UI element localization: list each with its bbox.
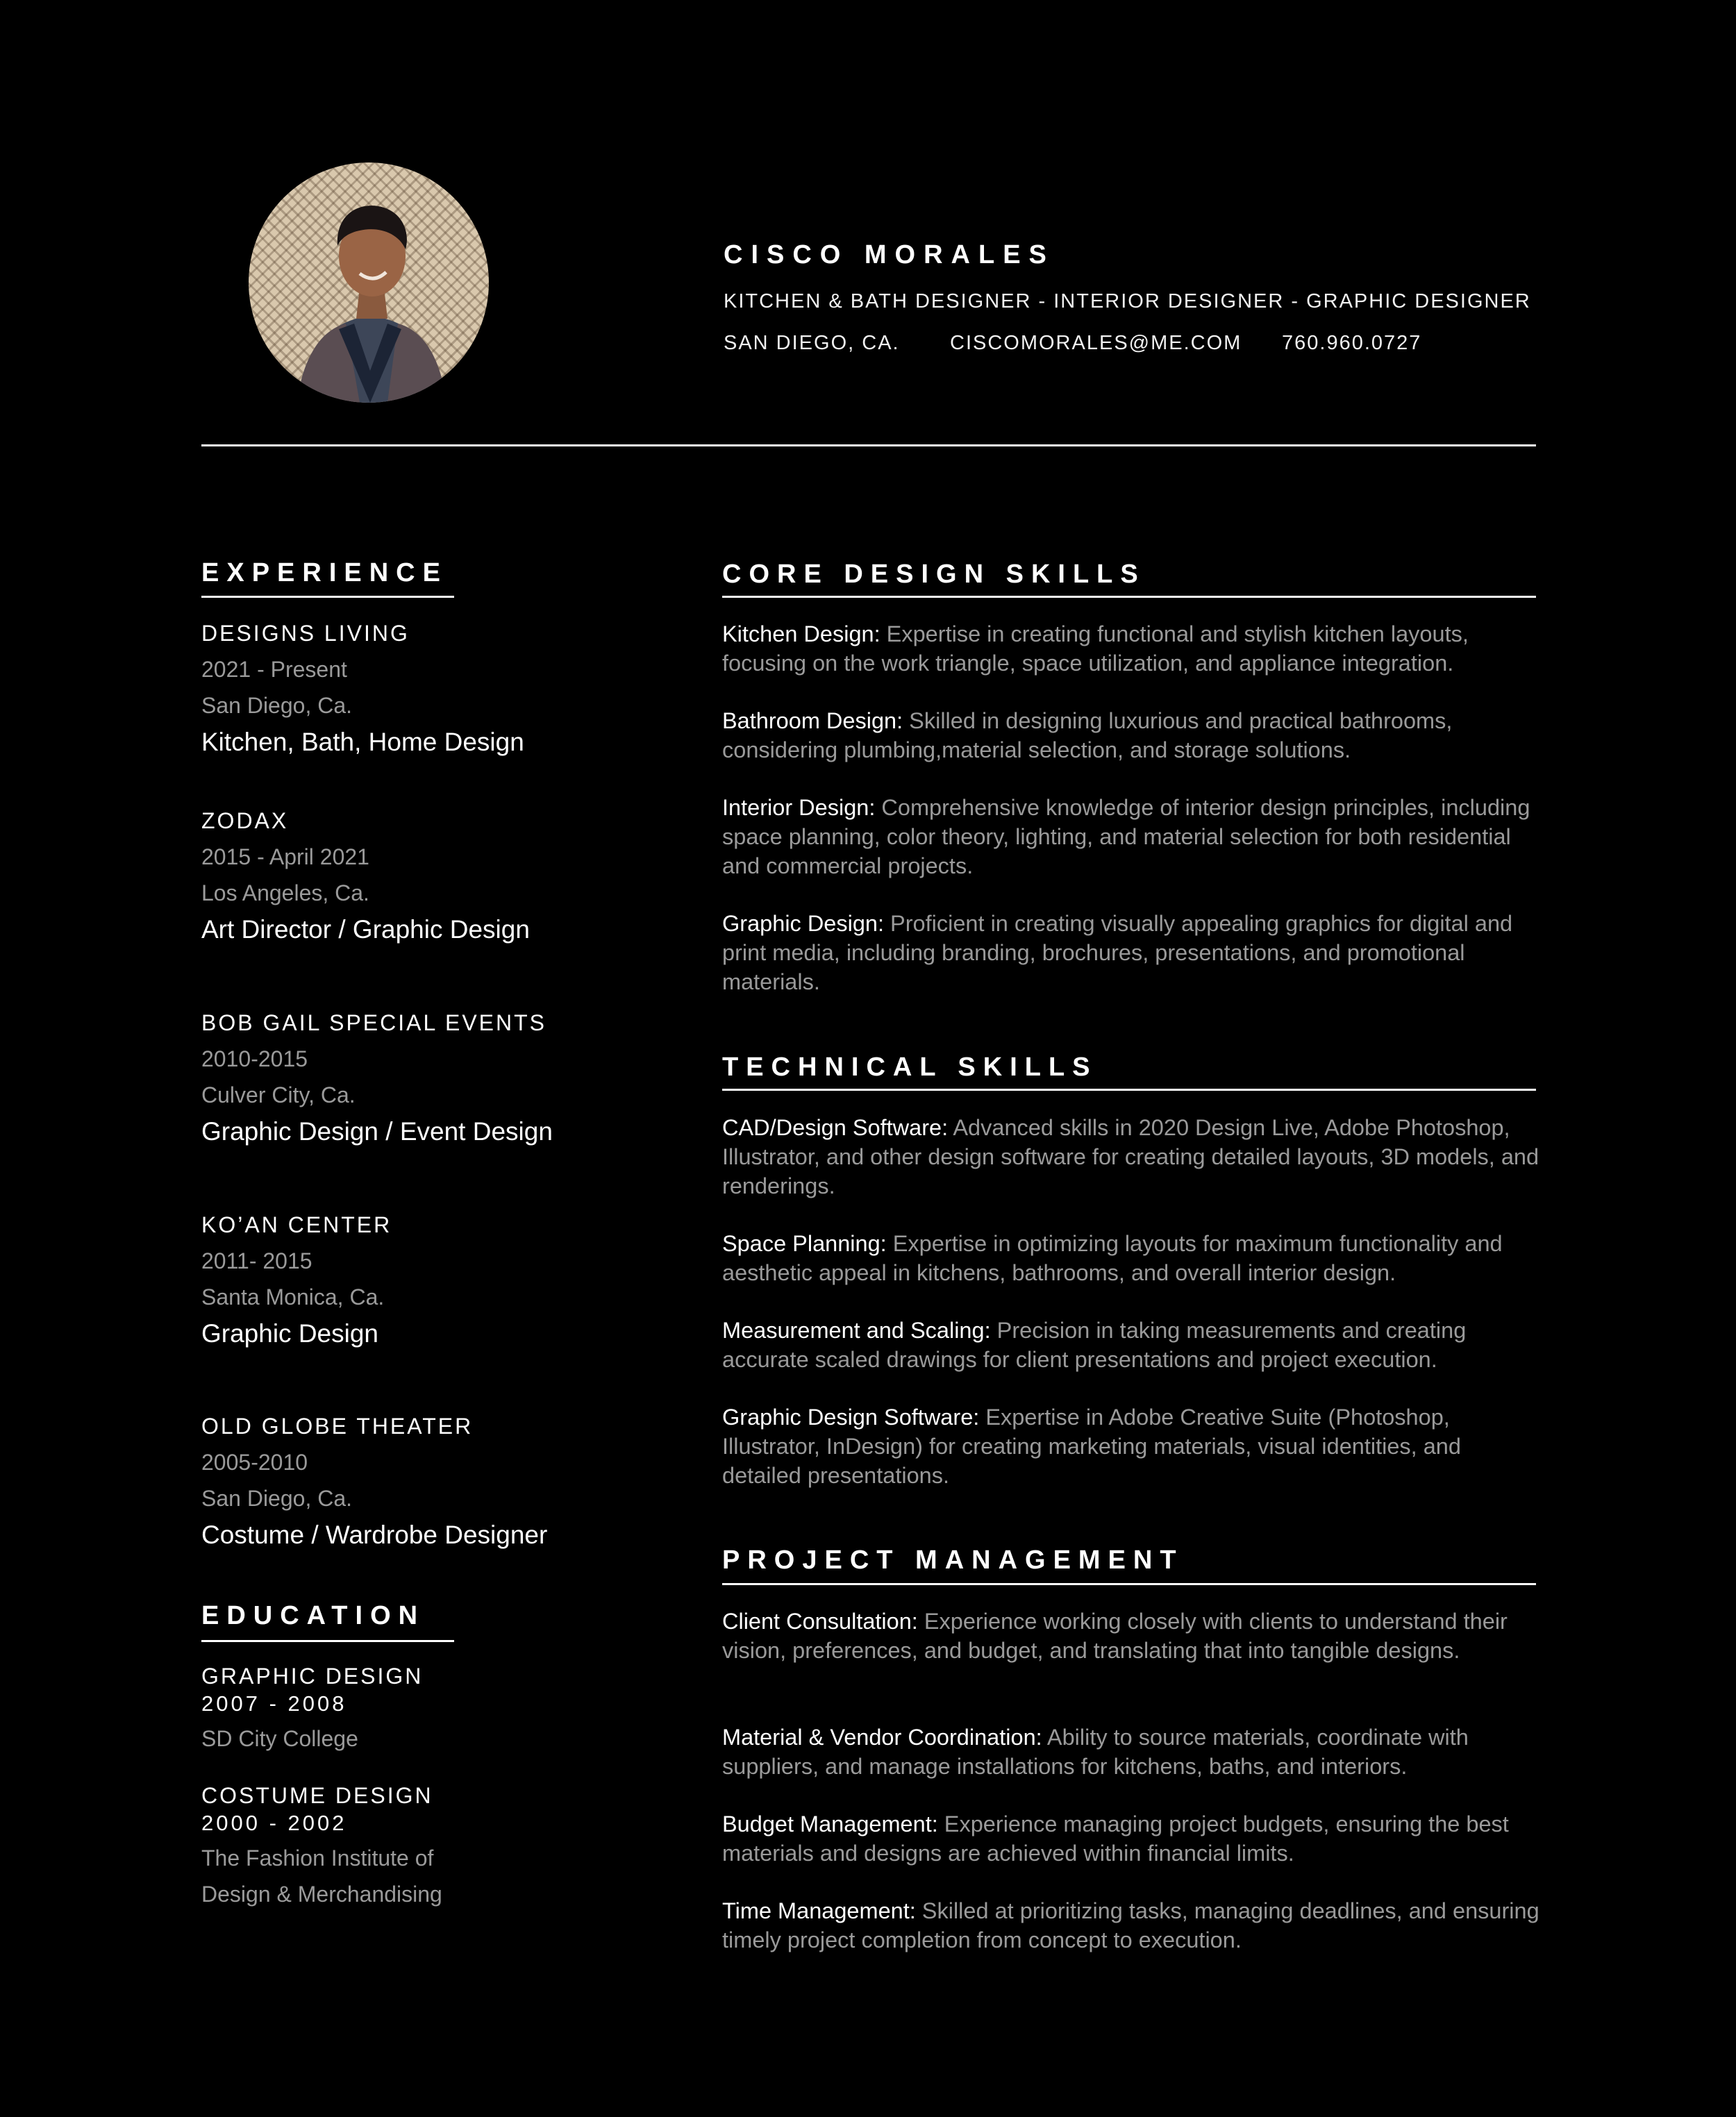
skill-description: Precision in taking measurements and creating accurate scaled drawings for client presentations and project execution. [722,1318,1467,1372]
skill-term: Time Management: [722,1898,916,1923]
job-location: San Diego, Ca. [201,693,353,718]
skill-term: Bathroom Design: [722,708,903,733]
technical-skills-underline [722,1089,1536,1091]
skill-entry [722,1607,1542,1665]
skill-entry [722,1809,1542,1868]
skill-entry [722,1113,1542,1200]
education-school: SD City College [201,1726,358,1751]
job-role: Art Director / Graphic Design [201,915,530,944]
education-school: The Fashion Institute of [201,1846,434,1871]
header-divider [201,444,1536,446]
job-dates: 2011- 2015 [201,1248,312,1273]
skill-description: Proficient in creating visually appealing graphics for digital and print media, including branding, brochures, presentations, and promotional materials. [722,911,1513,994]
education-program: COSTUME DESIGN [201,1783,433,1808]
skill-entry [722,1316,1542,1374]
skill-entry [722,909,1542,996]
portrait-illustration [249,162,489,403]
job-role: Graphic Design / Event Design [201,1117,553,1146]
skill-entry [722,793,1542,880]
job-company: BOB GAIL SPECIAL EVENTS [201,1010,546,1035]
job-dates: 2021 - Present [201,657,347,682]
skill-description: Advanced skills in 2020 Design Live, Adobe Photoshop, Illustrator, and other design software for creating detailed layouts, 3D models, and renderings. [722,1115,1539,1198]
skill-entry [722,1229,1542,1287]
skill-term: Graphic Design: [722,911,885,936]
contact-location: SAN DIEGO, CA. [724,332,900,354]
contact-email[interactable]: CISCOMORALES@ME.COM [950,332,1242,354]
skill-entry [722,1723,1542,1781]
job-dates: 2005-2010 [201,1450,308,1475]
technical-skills-heading: TECHNICAL SKILLS [722,1053,1098,1082]
job-location: San Diego, Ca. [201,1486,353,1511]
skill-entry [722,1403,1542,1490]
job-company: OLD GLOBE THEATER [201,1414,474,1439]
experience-heading: EXPERIENCE [201,558,448,587]
skill-description: Ability to source materials, coordinate with suppliers, and manage installations for kitchens, baths, and interiors. [722,1725,1469,1779]
project-management-heading: PROJECT MANAGEMENT [722,1546,1184,1575]
skill-description: Experience managing project budgets, ensuring the best materials and designs are achieved within financial limits. [722,1811,1509,1866]
skill-term: CAD/Design Software: [722,1115,949,1140]
job-role: Kitchen, Bath, Home Design [201,728,524,756]
skill-entry [722,706,1542,764]
job-company: KO’AN CENTER [201,1212,392,1237]
job-location: Culver City, Ca. [201,1082,356,1107]
job-dates: 2010-2015 [201,1046,308,1071]
job-location: Los Angeles, Ca. [201,880,369,905]
skill-entry [722,1896,1542,1955]
job-dates: 2015 - April 2021 [201,844,369,869]
job-role: Costume / Wardrobe Designer [201,1521,548,1549]
education-dates: 2000 - 2002 [201,1811,347,1835]
job-company: ZODAX [201,808,289,833]
skill-description: Expertise in optimizing layouts for maximum functionality and aesthetic appeal in kitchens, bathrooms, and overall interior design. [722,1231,1503,1285]
skill-term: Kitchen Design: [722,621,880,646]
skill-term: Graphic Design Software: [722,1405,980,1430]
skill-description: Skilled at prioritizing tasks, managing deadlines, and ensuring timely project completion from concept to execution. [722,1898,1539,1952]
candidate-tagline: KITCHEN & BATH DESIGNER - INTERIOR DESIGNER - GRAPHIC DESIGNER [724,290,1531,312]
contact-phone[interactable]: 760.960.0727 [1282,332,1422,354]
job-role: Graphic Design [201,1319,379,1348]
skill-term: Space Planning: [722,1231,887,1256]
skill-term: Budget Management: [722,1811,938,1836]
skill-description: Comprehensive knowledge of interior design principles, including space planning, color theory, lighting, and material selection for both residential and commercial projects. [722,795,1530,878]
skill-term: Client Consultation: [722,1609,918,1634]
profile-photo [249,162,489,403]
candidate-name: CISCO MORALES [724,240,1055,269]
job-location: Santa Monica, Ca. [201,1285,385,1309]
job-company: DESIGNS LIVING [201,621,410,646]
skill-term: Interior Design: [722,795,876,820]
experience-underline [201,596,454,598]
skill-entry [722,619,1542,678]
skill-description: Expertise in creating functional and stylish kitchen layouts, focusing on the work triangle, space utilization, and appliance integration. [722,621,1469,676]
project-management-underline [722,1583,1536,1585]
core-skills-underline [722,596,1536,598]
skill-term: Material & Vendor Coordination: [722,1725,1042,1750]
skill-description: Expertise in Adobe Creative Suite (Photoshop, Illustrator, InDesign) for creating marketing materials, visual identities, and detailed presentations. [722,1405,1461,1488]
skill-term: Measurement and Scaling: [722,1318,991,1343]
education-underline [201,1640,454,1642]
education-dates: 2007 - 2008 [201,1691,347,1716]
core-skills-heading: CORE DESIGN SKILLS [722,560,1146,589]
education-school: Design & Merchandising [201,1882,442,1907]
skill-description: Skilled in designing luxurious and practical bathrooms, considering plumbing,material selection, and storage solutions. [722,708,1453,762]
education-program: GRAPHIC DESIGN [201,1664,424,1689]
education-heading: EDUCATION [201,1601,426,1630]
skill-description: Experience working closely with clients to understand their vision, preferences, and budget, and translating that into tangible designs. [722,1609,1508,1663]
